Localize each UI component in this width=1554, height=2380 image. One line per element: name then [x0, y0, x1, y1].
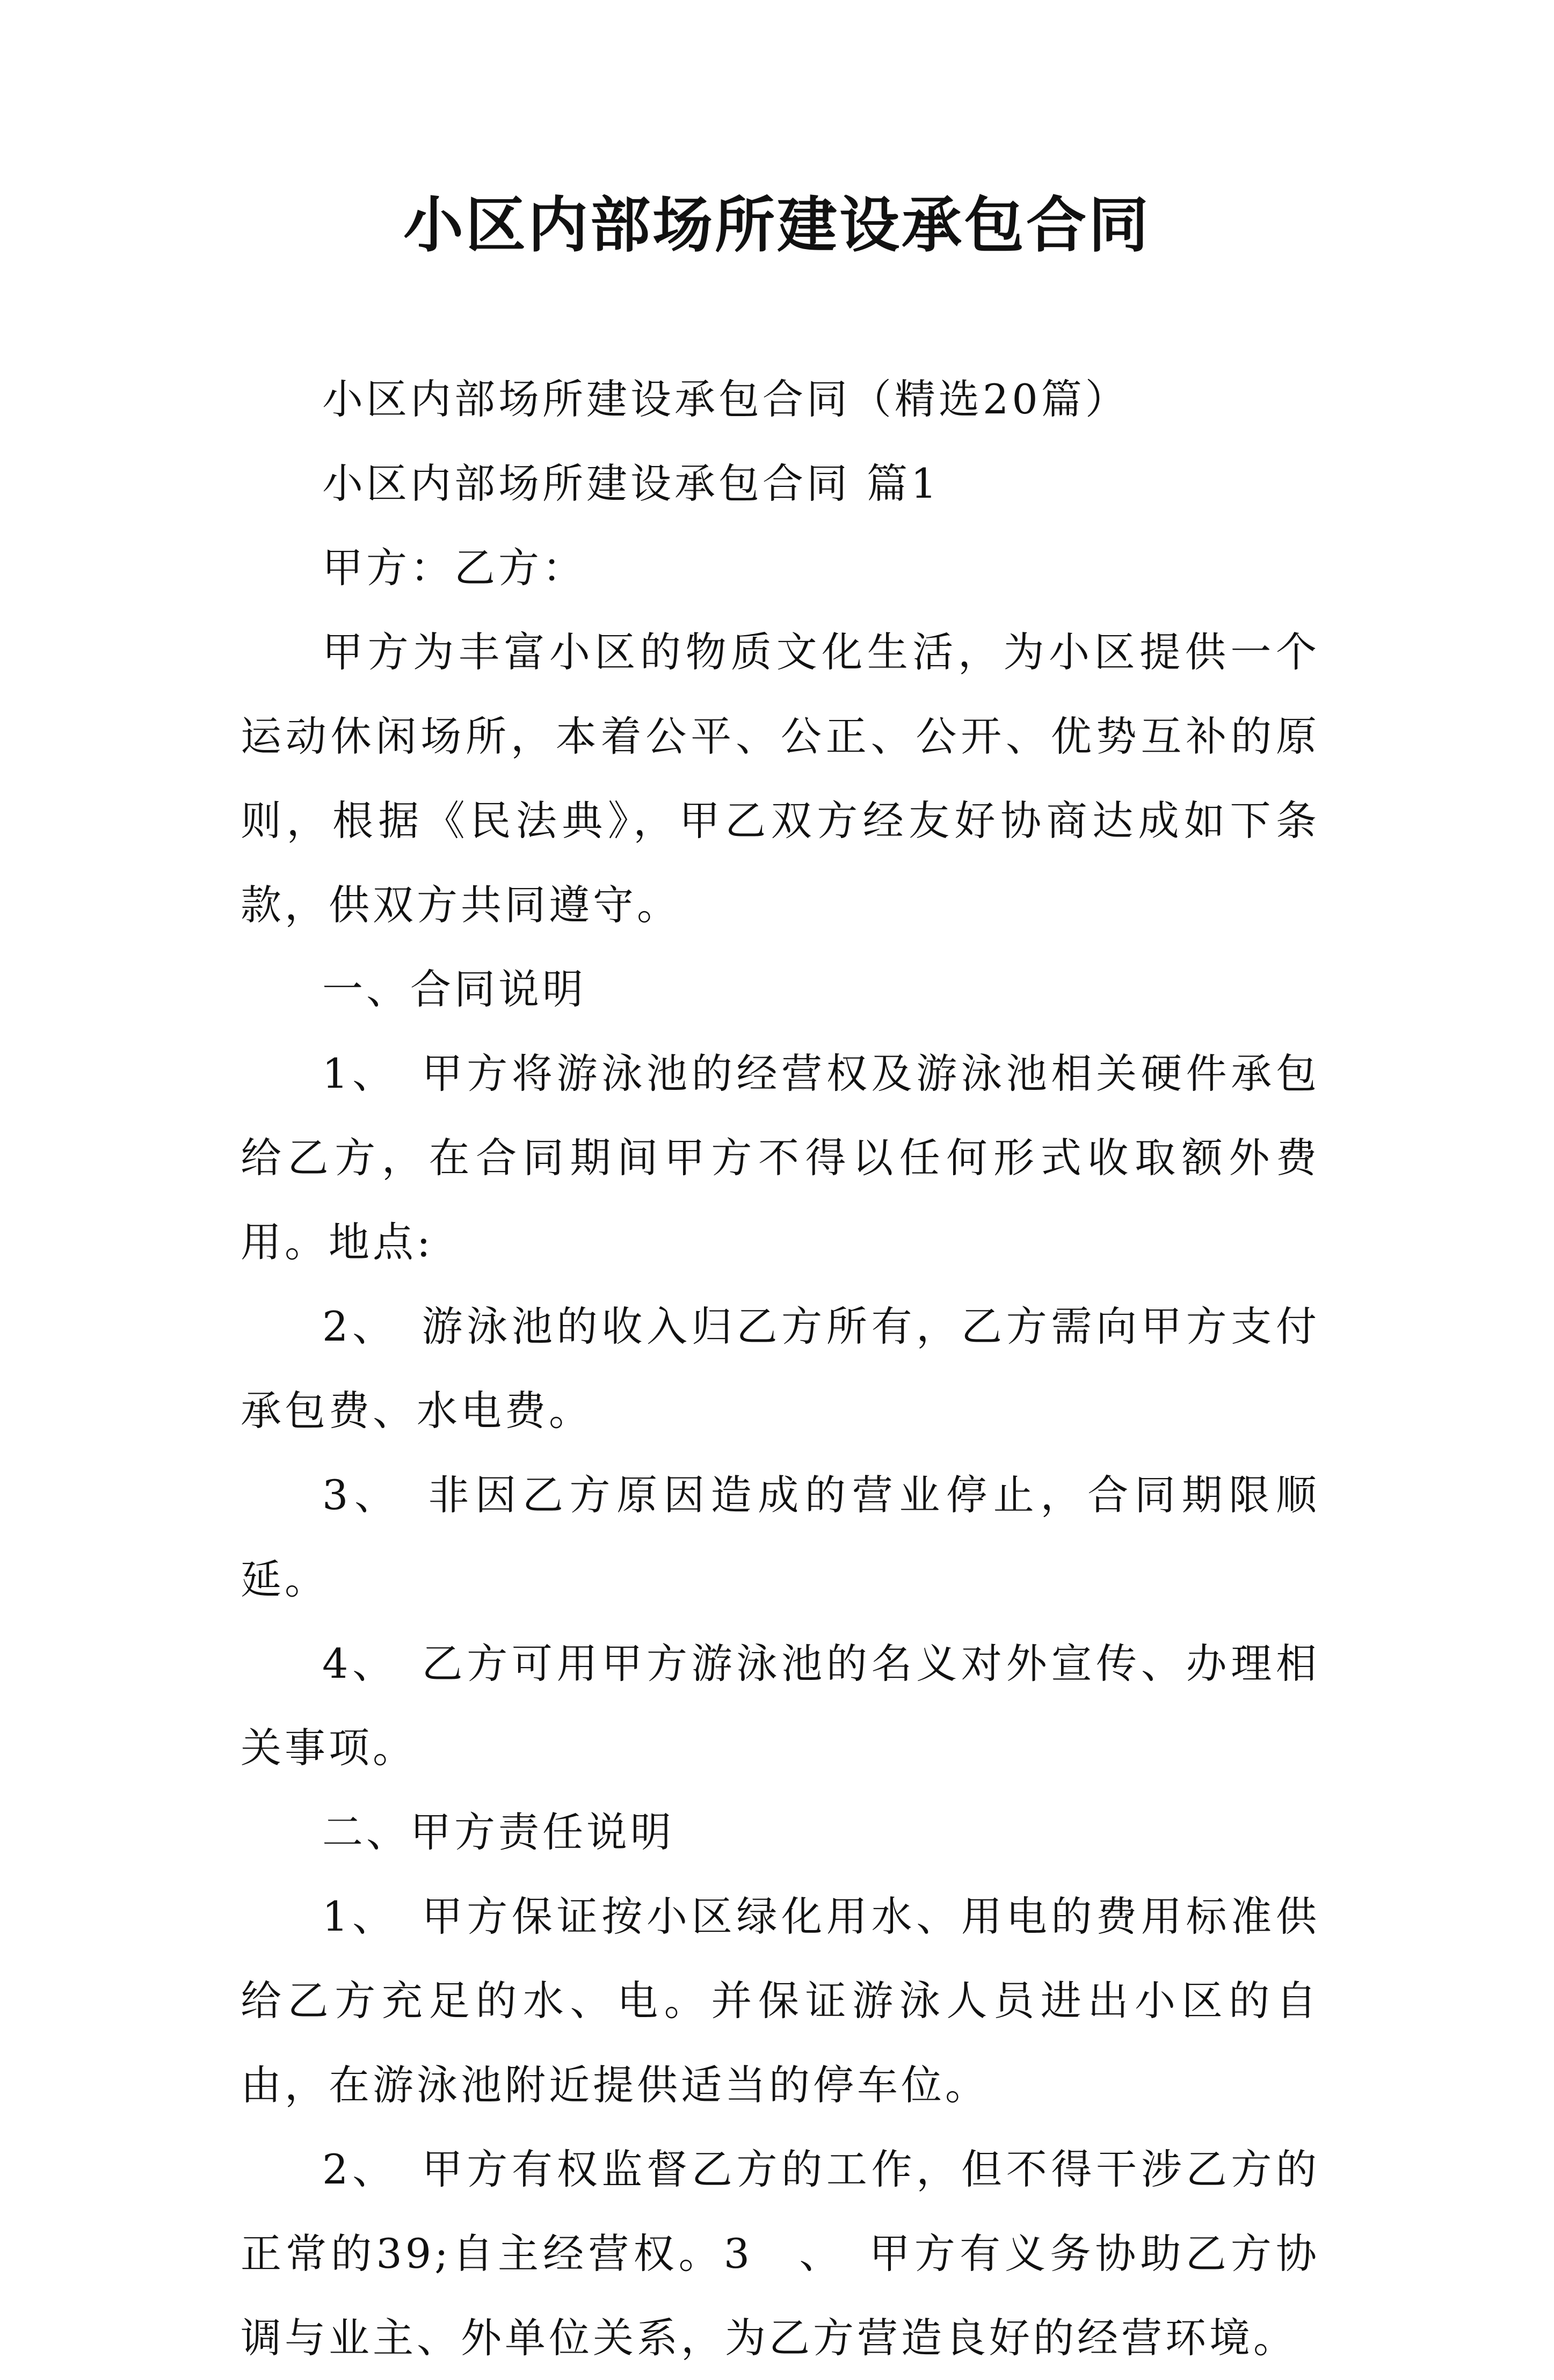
clause-2-2: 2、 甲方有权监督乙方的工作，但不得干涉乙方的正常的39;自主经营权。3 、 甲方有义务协助乙方协调与业主、外单位关系，为乙方营造良好的经营环境。	[241, 2145, 1320, 2362]
clause-1-4: 4、 乙方可用甲方游泳池的名义对外宣传、办理相关事项。	[241, 1640, 1320, 1772]
clause-2-1: 1、 甲方保证按小区绿化用水、用电的费用标准供给乙方充足的水、电。并保证游泳人员进出小区的自由，在游泳池附近提供适当的停车位。	[241, 1893, 1320, 2109]
parties-paragraph: 甲方：乙方：	[322, 544, 586, 592]
section-heading-paragraph: 小区内部场所建设承包合同 篇1	[322, 460, 940, 507]
document-title: 小区内部场所建设承包合同	[403, 190, 1151, 260]
clause-1-2: 2、 游泳池的收入归乙方所有，乙方需向甲方支付承包费、水电费。	[241, 1302, 1320, 1435]
document-body	[241, 357, 1320, 2380]
clause-heading-2: 二、甲方责任说明	[322, 1808, 674, 1856]
subtitle-paragraph: 小区内部场所建设承包合同（精选20篇）	[322, 375, 1129, 423]
preamble-paragraph: 甲方为丰富小区的物质文化生活，为小区提供一个运动休闲场所，本着公平、公正、公开、优势互补的原则，根据《民法典》，甲乙双方经友好协商达成如下条款，供双方共同遵守。	[241, 628, 1320, 929]
clause-1-1: 1、 甲方将游泳池的经营权及游泳池相关硬件承包给乙方，在合同期间甲方不得以任何形式收取额外费用。地点:	[241, 1050, 1320, 1266]
clause-1-3: 3、 非因乙方原因造成的营业停止，合同期限顺延。	[241, 1471, 1320, 1603]
clause-heading-1: 一、合同说明	[322, 965, 586, 1013]
